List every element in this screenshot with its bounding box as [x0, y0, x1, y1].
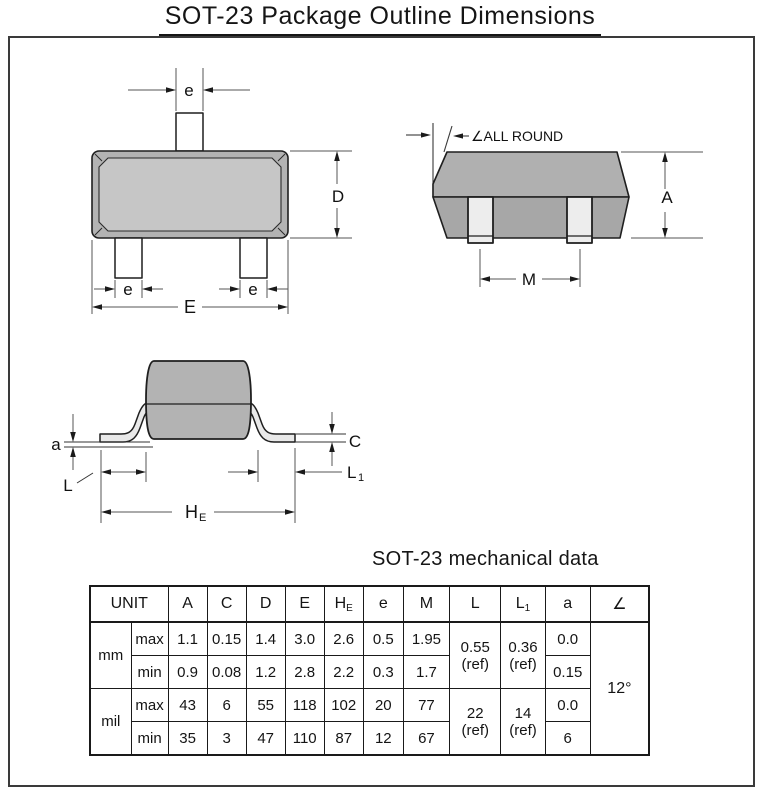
bound-max: max [131, 622, 168, 656]
table-title: SOT-23 mechanical data [372, 548, 599, 570]
cell: 1.4 [246, 622, 285, 656]
label-e-right: e [248, 280, 258, 299]
cell: 20 [363, 689, 403, 722]
label-HE-sub: E [199, 512, 207, 524]
cell: 6 [545, 722, 590, 756]
col-HE: $H_E$ [324, 586, 363, 622]
label-L: L [63, 476, 73, 495]
col-C: C [207, 586, 246, 622]
col-angle: ∠ [590, 586, 649, 622]
cell: 118 [285, 689, 324, 722]
col-L1: $L_1$ [501, 586, 545, 622]
bound-min: min [131, 656, 168, 689]
cell: 2.8 [285, 656, 324, 689]
bound-min: min [131, 722, 168, 756]
cell-angle: 12° [590, 622, 649, 755]
label-L1-sub: 1 [358, 472, 365, 484]
col-E: E [285, 586, 324, 622]
cell: 77 [403, 689, 449, 722]
col-unit: UNIT [90, 586, 168, 622]
col-e: e [363, 586, 403, 622]
cell: 2.6 [324, 622, 363, 656]
label-all-round: ∠ALL ROUND [471, 128, 564, 144]
col-a: a [545, 586, 590, 622]
cell-mm-L: 0.55 (ref) [450, 622, 501, 689]
cell: 43 [168, 689, 207, 722]
label-L1-main: L [347, 463, 357, 482]
header-row [90, 586, 649, 622]
cell: 0.08 [207, 656, 246, 689]
cell: 67 [403, 722, 449, 756]
page-title-text: SOT-23 Package Outline Dimensions [159, 2, 602, 36]
bound-max: max [131, 689, 168, 722]
label-E: E [183, 297, 197, 317]
cell: 12 [363, 722, 403, 756]
cell: 0.9 [168, 656, 207, 689]
cell: 0.0 [545, 689, 590, 722]
col-M: M [403, 586, 449, 622]
cell: 110 [285, 722, 324, 756]
cell: 0.3 [363, 656, 403, 689]
cell: 3 [207, 722, 246, 756]
col-A: A [168, 586, 207, 622]
cell: 0.5 [363, 622, 403, 656]
label-C: C [348, 432, 362, 451]
cell: 1.7 [403, 656, 449, 689]
row-mm-min [90, 656, 649, 689]
page-title [0, 2, 760, 36]
cell: 102 [324, 689, 363, 722]
col-L: L [450, 586, 501, 622]
row-mm-max [90, 622, 649, 656]
label-A: A [661, 188, 673, 207]
row-mil-min [90, 722, 649, 756]
cell: 0.15 [207, 622, 246, 656]
cell: 6 [207, 689, 246, 722]
unit-mil: mil [90, 689, 131, 756]
unit-mm: mm [90, 622, 131, 689]
cell: 1.95 [403, 622, 449, 656]
cell: 3.0 [285, 622, 324, 656]
cell: 1.1 [168, 622, 207, 656]
cell: 47 [246, 722, 285, 756]
cell: 0.0 [545, 622, 590, 656]
cell: 2.2 [324, 656, 363, 689]
cell: 87 [324, 722, 363, 756]
row-mil-max [90, 689, 649, 722]
label-M: M [521, 270, 537, 289]
label-HE-main: H [185, 502, 198, 522]
label-e-top: e [184, 81, 194, 100]
label-e-left: e [123, 280, 133, 299]
cell: 55 [246, 689, 285, 722]
cell: 35 [168, 722, 207, 756]
col-D: D [246, 586, 285, 622]
cell-mm-L1: 0.36 (ref) [501, 622, 545, 689]
label-a: a [51, 435, 61, 454]
cell: 1.2 [246, 656, 285, 689]
mechanical-data-table [89, 585, 650, 756]
label-D: D [331, 187, 345, 206]
cell-mil-L: 22 (ref) [450, 689, 501, 756]
cell-mil-L1: 14 (ref) [501, 689, 545, 756]
cell: 0.15 [545, 656, 590, 689]
